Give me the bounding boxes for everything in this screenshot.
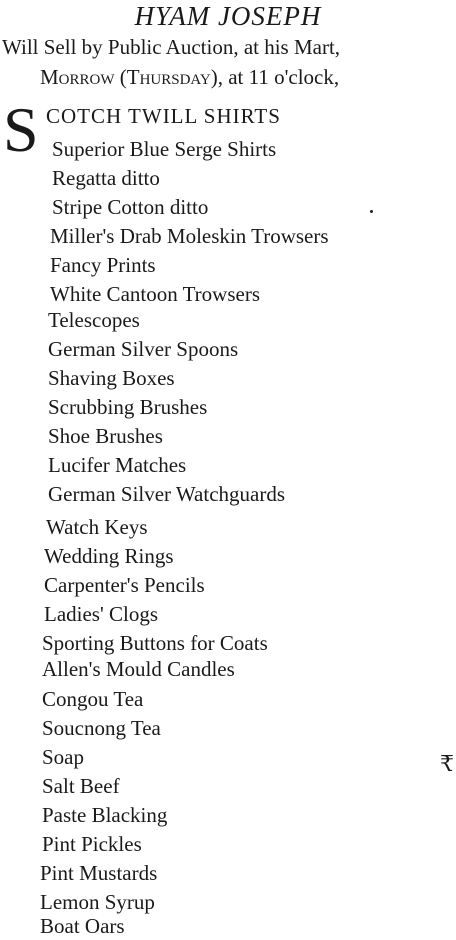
list-item: Ladies' Clogs [44, 602, 159, 626]
list-item: Telescopes [48, 308, 140, 332]
list-item: Wedding Rings [44, 544, 174, 568]
intro-line-2 [40, 63, 339, 91]
list-item: Scrubbing Brushes [48, 395, 208, 419]
list-item: Fancy Prints [50, 253, 156, 277]
list-item: Pint Pickles [42, 832, 142, 856]
intro-day: Thursday [126, 65, 211, 89]
list-item: German Silver Watchguards [48, 482, 286, 506]
list-item: Soap [42, 745, 84, 769]
list-item: Soucnong Tea [42, 716, 161, 740]
list-item: Salt Beef [42, 774, 120, 798]
list-item: Stripe Cotton ditto [52, 195, 209, 219]
ink-blot: ₹ [440, 751, 454, 776]
list-item: Boat Oars [40, 914, 125, 938]
list-item: Regatta ditto [52, 166, 160, 190]
list-item: Paste Blacking [42, 803, 168, 827]
lead-item: COTCH TWILL SHIRTS [46, 104, 281, 128]
list-item: Lemon Syrup [40, 890, 155, 914]
list-item: Congou Tea [42, 687, 144, 711]
intro-prefix: Morrow ( [40, 65, 127, 89]
list-item: Allen's Mould Candles [42, 657, 235, 681]
list-item: Pint Mustards [40, 861, 158, 885]
list-item: Shoe Brushes [48, 424, 163, 448]
advertiser-name: HYAM JOSEPH [134, 1, 322, 31]
list-item: Lucifer Matches [48, 453, 187, 477]
ink-speck [370, 210, 373, 213]
list-item: Sporting Buttons for Coats [42, 631, 268, 655]
intro-line-1: Will Sell by Public Auction, at his Mart, [2, 35, 341, 59]
list-item: Miller's Drab Moleskin Trowsers [50, 224, 329, 248]
list-item: Shaving Boxes [48, 366, 175, 390]
list-item: German Silver Spoons [48, 337, 239, 361]
list-item: White Cantoon Trowsers [50, 282, 260, 306]
intro-suffix: ), at 11 o'clock, [210, 65, 340, 89]
list-item: Watch Keys [46, 515, 148, 539]
drop-cap-initial: S [3, 94, 39, 165]
list-item: Superior Blue Serge Shirts [52, 137, 277, 161]
list-item: Carpenter's Pencils [44, 573, 205, 597]
